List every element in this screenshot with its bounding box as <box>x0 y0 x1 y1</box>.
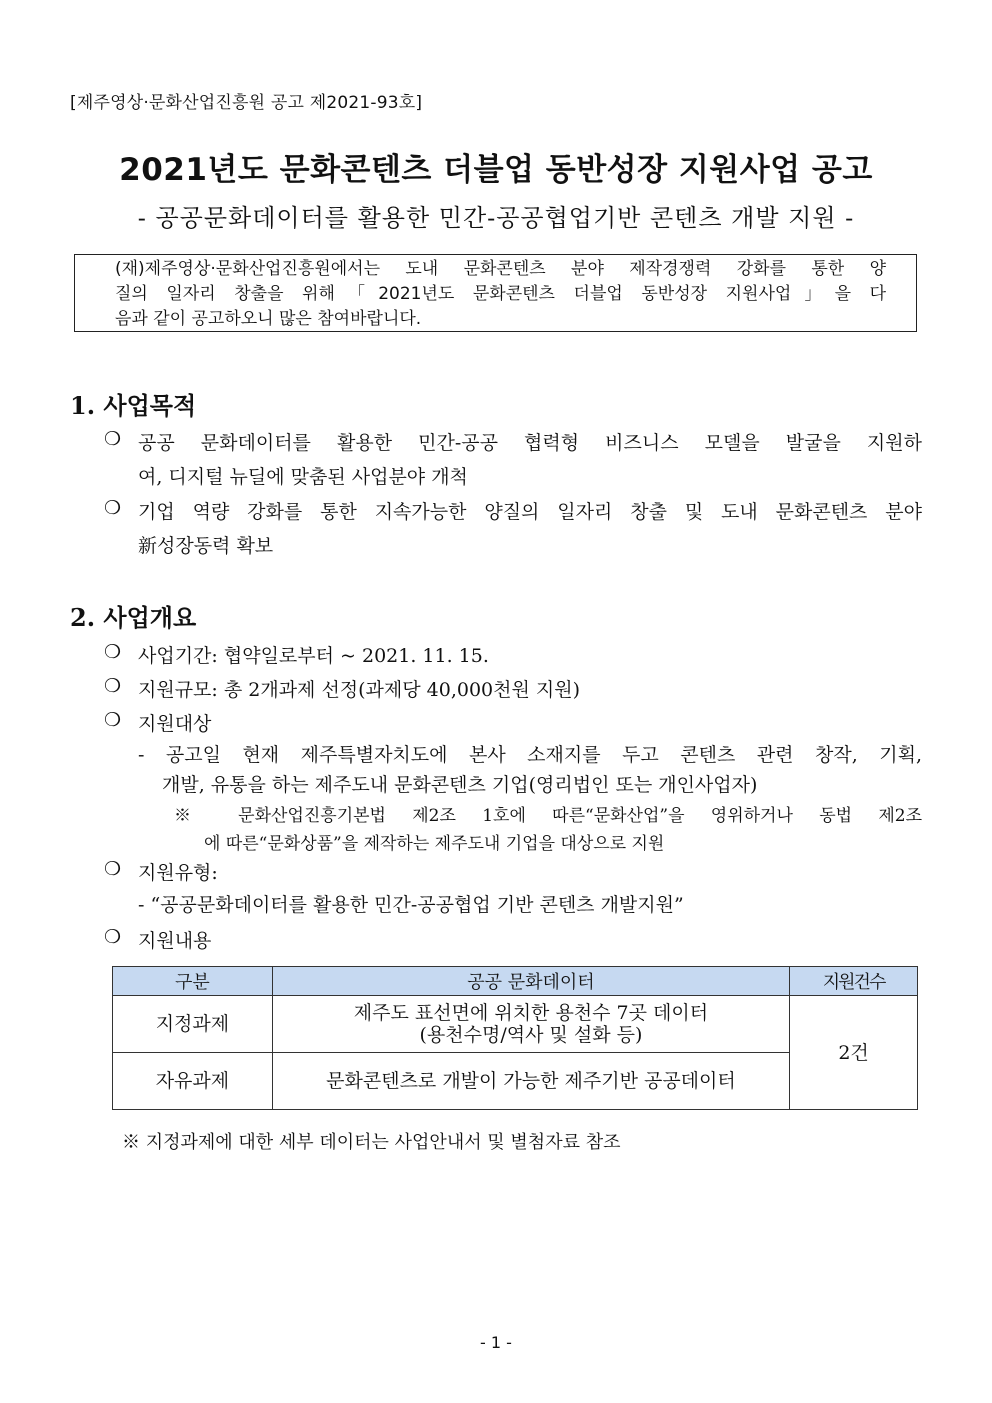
bullet-icon: ❍ <box>104 428 122 450</box>
bullet-icon: ❍ <box>104 709 122 731</box>
bullet-icon: ❍ <box>104 926 122 948</box>
purpose-item-line: 여, 디지털 뉴딜에 맞춤된 사업분야 개척 <box>138 466 468 488</box>
table-header-row <box>113 967 918 996</box>
intro-box <box>74 254 917 332</box>
target-note-line: ※ 문화산업진흥기본법 제2조 1호에 따른“문화산업”을 영위하거나 동법 제2조 <box>174 806 922 826</box>
notice-number: [제주영상·문화산업진흥원 공고 제2021-93호] <box>70 93 423 113</box>
page-title: 2021년도 문화콘텐츠 더블업 동반성장 지원사업 공고 <box>119 152 873 188</box>
table-cell-count: 2건 <box>790 996 918 1110</box>
bullet-icon: ❍ <box>104 858 122 880</box>
purpose-item-line: 新성장동력 확보 <box>138 535 274 557</box>
table-header: 공공 문화데이터 <box>272 967 789 996</box>
period-text: 사업기간: 협약일로부터 ~ 2021. 11. 15. <box>138 645 489 667</box>
table-cell-category: 자유과제 <box>113 1053 273 1110</box>
target-line: 개발, 유통을 하는 제주도내 문화콘텐츠 기업(영리법인 또는 개인사업자) <box>162 774 758 796</box>
section-title-purpose: 1. 사업목적 <box>70 391 197 420</box>
section-title-overview: 2. 사업개요 <box>70 603 197 632</box>
purpose-item-line: 기업 역량 강화를 통한 지속가능한 양질의 일자리 창출 및 도내 문화콘텐츠 분야 <box>138 501 922 523</box>
scale-text: 지원규모: 총 2개과제 선정(과제당 40,000천원 지원) <box>138 679 581 701</box>
table-note: ※ 지정과제에 대한 세부 데이터는 사업안내서 및 별첨자료 참조 <box>122 1132 621 1153</box>
table-header: 구분 <box>113 967 273 996</box>
bullet-icon: ❍ <box>104 675 122 697</box>
intro-line: 음과 같이 공고하오니 많은 참여바랍니다. <box>115 309 422 329</box>
data-line: (용천수명/역사 및 설화 등) <box>419 1024 643 1046</box>
table-cell-data <box>272 996 789 1053</box>
purpose-item-line: 공공 문화데이터를 활용한 민간-공공 협력형 비즈니스 모델을 발굴을 지원하 <box>138 432 922 454</box>
intro-line: 질의 일자리 창출을 위해「2021년도 문화콘텐츠 더블업 동반성장 지원사업」을 다 <box>115 284 886 304</box>
page-subtitle: - 공공문화데이터를 활용한 민간-공공협업기반 콘텐츠 개발 지원 - <box>137 204 855 232</box>
page-number: - 1 - <box>480 1333 512 1352</box>
table-row <box>113 996 918 1053</box>
content-label: 지원내용 <box>138 930 212 952</box>
table-cell-category: 지정과제 <box>113 996 273 1053</box>
bullet-icon: ❍ <box>104 497 122 519</box>
support-table <box>112 966 918 1110</box>
type-line: - “공공문화데이터를 활용한 민간-공공협업 기반 콘텐츠 개발지원” <box>138 894 684 916</box>
table-cell-data: 문화콘텐츠로 개발이 가능한 제주기반 공공데이터 <box>272 1053 789 1110</box>
data-line: 제주도 표선면에 위치한 용천수 7곳 데이터 <box>353 1002 709 1024</box>
intro-line: (재)제주영상·문화산업진흥원에서는 도내 문화콘텐츠 분야 제작경쟁력 강화를 통한 양 <box>115 259 886 279</box>
bullet-icon: ❍ <box>104 641 122 663</box>
type-label: 지원유형: <box>138 862 218 884</box>
target-label: 지원대상 <box>138 713 212 735</box>
table-header: 지원건수 <box>790 967 918 996</box>
target-note-line: 에 따른“문화상품”을 제작하는 제주도내 기업을 대상으로 지원 <box>204 834 665 854</box>
target-line: - 공고일 현재 제주특별자치도에 본사 소재지를 두고 콘텐츠 관련 창작, 기획, <box>138 744 922 766</box>
